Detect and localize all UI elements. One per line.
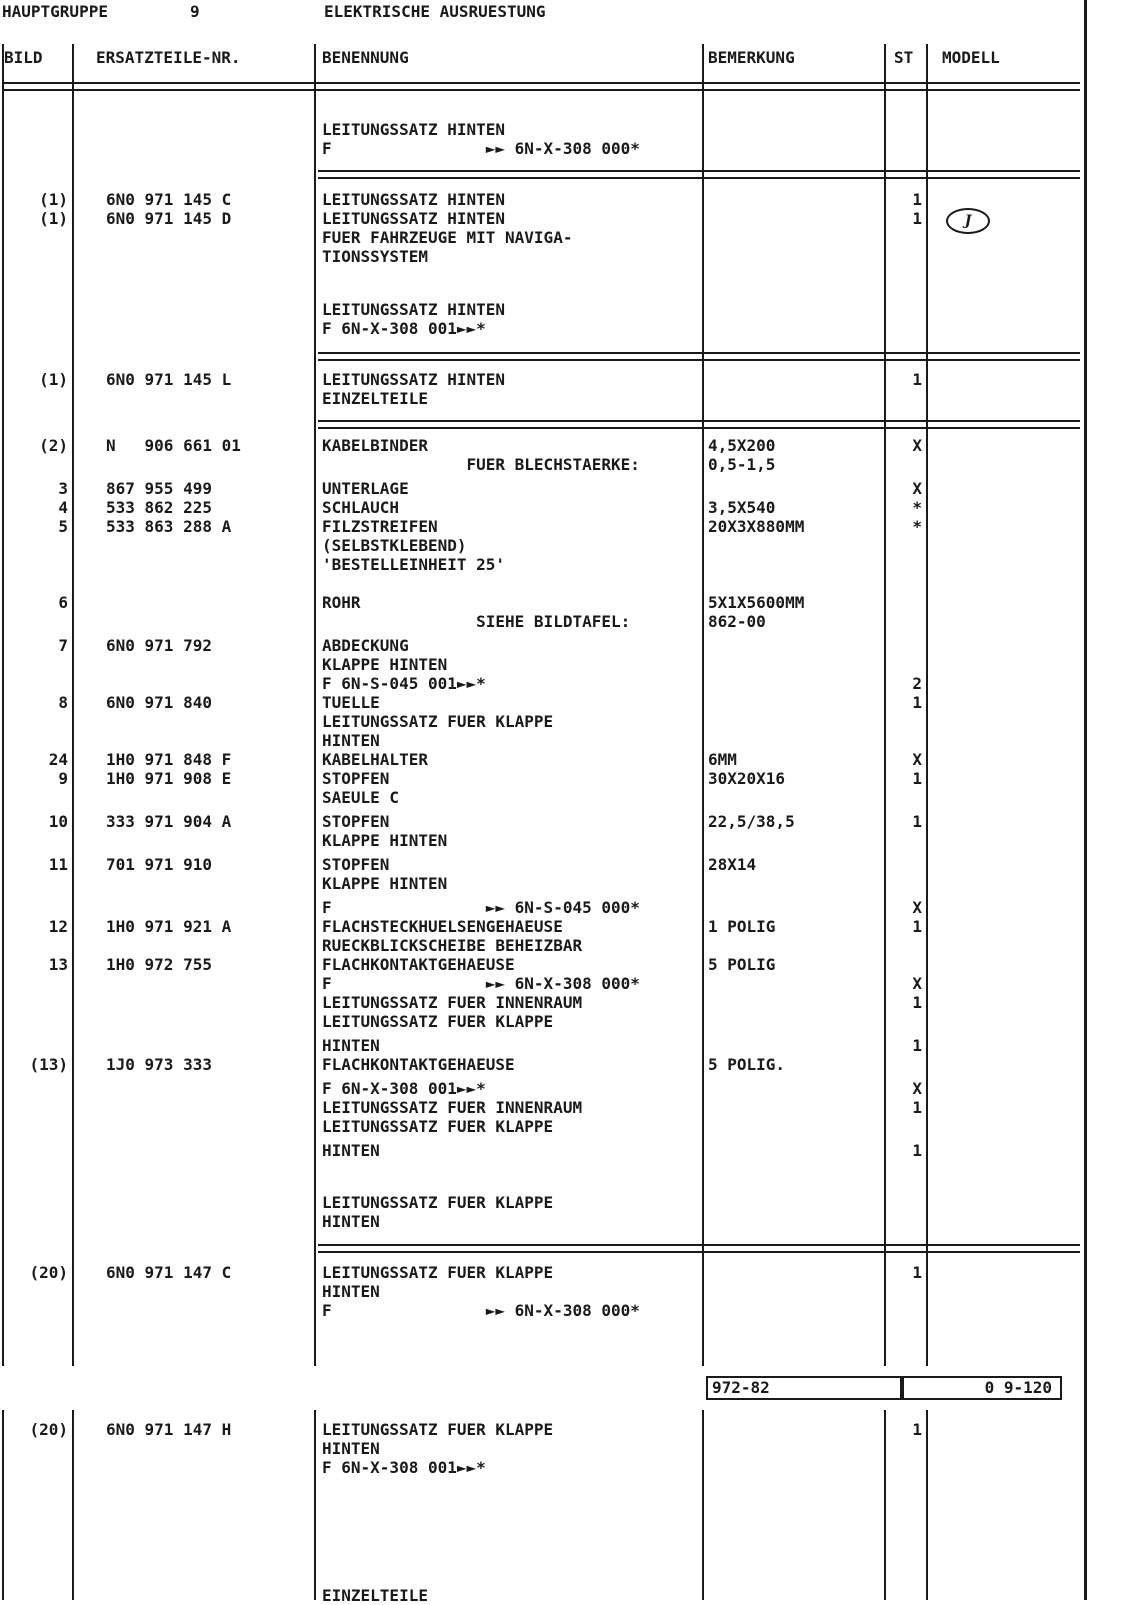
row-name: FUER FAHRZEUGE MIT NAVIGA- [322,228,573,247]
row-name: F ►► 6N-X-308 000* [322,139,640,158]
col-header-bild: BILD [4,48,43,67]
row-name: F ►► 6N-X-308 000* [322,974,640,993]
row-part-number: 701 971 910 [106,855,212,874]
group-label: HAUPTGRUPPE [2,2,108,21]
row-part-number: 6N0 971 145 L [106,370,232,389]
row-bild: 12 [48,917,68,936]
row-name: HINTEN [322,1141,380,1160]
col-line-part-2 [314,1410,316,1600]
row-name: FILZSTREIFEN [322,517,438,536]
row-part-number: 6N0 971 792 [106,636,212,655]
row-qty: 1 [912,1263,922,1282]
row-bild: 10 [48,812,68,831]
row-name: F 6N-S-045 001►►* [322,674,486,693]
row-bild: (13) [29,1055,68,1074]
group-number: 9 [190,2,200,21]
row-bild: (1) [39,370,68,389]
row-name: STOPFEN [322,812,390,831]
row-name: HINTEN [322,1282,380,1301]
row-name: LEITUNGSSATZ FUER INNENRAUM [322,1098,583,1117]
row-name: F 6N-X-308 001►►* [322,1079,486,1098]
col-line-name [702,44,704,1366]
row-name: ROHR [322,593,361,612]
row-qty: 2 [912,674,922,693]
row-qty: X [912,898,922,917]
row-name: F ►► 6N-S-045 000* [322,898,640,917]
row-bild: 24 [48,750,68,769]
row-remark: 28X14 [708,855,757,874]
row-bild: 11 [48,855,68,874]
row-qty: 1 [912,1141,922,1160]
row-part-number: 6N0 971 147 H [106,1420,232,1439]
row-bild: (20) [29,1263,68,1282]
row-remark: 862-00 [708,612,766,631]
row-qty: 1 [912,370,922,389]
row-part-number: 6N0 971 840 [106,693,212,712]
row-bild: 3 [58,479,68,498]
row-remark: 5X1X5600MM [708,593,805,612]
header-rule [4,82,1080,91]
row-part-number: 6N0 971 147 C [106,1263,232,1282]
col-line-qty [926,44,928,1366]
row-qty: * [912,517,922,536]
col-line-part [314,44,316,1366]
row-part-number: 1H0 971 848 F [106,750,232,769]
row-part-number: 533 863 288 A [106,517,232,536]
col-header-name: BENENNUNG [322,48,409,67]
row-name: RUECKBLICKSCHEIBE BEHEIZBAR [322,936,583,955]
row-qty: 1 [912,993,922,1012]
row-qty: 1 [912,209,922,228]
row-name: KLAPPE HINTEN [322,874,448,893]
row-name: KABELBINDER [322,436,428,455]
row-name: LEITUNGSSATZ FUER KLAPPE [322,1263,554,1282]
row-qty: * [912,498,922,517]
col-header-model: MODELL [942,48,1000,67]
col-header-part-no: ERSATZTEILE-NR. [96,48,241,67]
row-name: TIONSSYSTEM [322,247,428,266]
row-qty: 1 [912,812,922,831]
row-name: SCHLAUCH [322,498,400,517]
row-name: SIEHE BILDTAFEL: [322,612,631,631]
footer-ref-right: 0 9-120 [900,1376,1062,1400]
row-name: KLAPPE HINTEN [322,831,448,850]
row-name: LEITUNGSSATZ FUER KLAPPE [322,1193,554,1212]
row-bild: (1) [39,209,68,228]
row-qty: X [912,436,922,455]
row-bild: 7 [58,636,68,655]
section-separator [318,420,1080,429]
row-name: LEITUNGSSATZ FUER KLAPPE [322,1012,554,1031]
row-name: LEITUNGSSATZ HINTEN [322,370,506,389]
col-line-bild-2 [72,1410,74,1600]
col-line-bild [72,44,74,1366]
row-qty: X [912,750,922,769]
row-name: (SELBSTKLEBEND) [322,536,467,555]
section-separator [318,1244,1080,1253]
row-qty: X [912,974,922,993]
row-name: LEITUNGSSATZ FUER INNENRAUM [322,993,583,1012]
row-bild: (20) [29,1420,68,1439]
row-name: ABDECKUNG [322,636,409,655]
row-part-number: 867 955 499 [106,479,212,498]
row-remark: 22,5/38,5 [708,812,795,831]
row-name: LEITUNGSSATZ HINTEN [322,300,506,319]
row-remark: 5 POLIG [708,955,776,974]
row-bild: 6 [58,593,68,612]
row-qty: 1 [912,693,922,712]
row-name: STOPFEN [322,855,390,874]
row-name: LEITUNGSSATZ FUER KLAPPE [322,1117,554,1136]
row-name: LEITUNGSSATZ FUER KLAPPE [322,1420,554,1439]
row-qty: 1 [912,190,922,209]
row-qty: 1 [912,769,922,788]
row-bild: 13 [48,955,68,974]
row-name: HINTEN [322,731,380,750]
row-name: KLAPPE HINTEN [322,655,448,674]
row-qty: X [912,479,922,498]
section-separator [318,170,1080,179]
row-qty: 1 [912,1420,922,1439]
row-name: F 6N-X-308 001►►* [322,319,486,338]
model-badge-j: J [946,208,990,234]
col-line-qty-2 [926,1410,928,1600]
row-part-number: N 906 661 01 [106,436,241,455]
row-bild: 5 [58,517,68,536]
row-part-number: 1J0 973 333 [106,1055,212,1074]
row-name: 'BESTELLEINHEIT 25' [322,555,506,574]
row-name: F 6N-X-308 001►►* [322,1458,486,1477]
row-name: STOPFEN [322,769,390,788]
row-part-number: 1H0 971 921 A [106,917,232,936]
row-name: F ►► 6N-X-308 000* [322,1301,640,1320]
row-name: EINZELTEILE [322,389,428,408]
row-remark: 0,5-1,5 [708,455,776,474]
row-qty: 1 [912,917,922,936]
row-name: KABELHALTER [322,750,428,769]
row-bild: 9 [58,769,68,788]
row-name: TUELLE [322,693,380,712]
page-border-right [1084,0,1087,1600]
row-qty: 1 [912,1098,922,1117]
row-name: HINTEN [322,1212,380,1231]
row-qty: 1 [912,1036,922,1055]
row-bild: 4 [58,498,68,517]
row-part-number: 6N0 971 145 D [106,209,232,228]
row-part-number: 1H0 971 908 E [106,769,232,788]
row-remark: 6MM [708,750,737,769]
row-name: FLACHKONTAKTGEHAEUSE [322,1055,515,1074]
col-header-qty: ST [894,48,914,67]
row-name: FLACHSTECKHUELSENGEHAEUSE [322,917,563,936]
group-title: ELEKTRISCHE AUSRUESTUNG [324,2,546,21]
row-name: LEITUNGSSATZ HINTEN [322,120,506,139]
row-remark: 20X3X880MM [708,517,805,536]
row-name: LEITUNGSSATZ FUER KLAPPE [322,712,554,731]
row-name: HINTEN [322,1439,380,1458]
row-name: LEITUNGSSATZ HINTEN [322,209,506,228]
row-bild: 8 [58,693,68,712]
row-name: FLACHKONTAKTGEHAEUSE [322,955,515,974]
row-bild: (2) [39,436,68,455]
footer-ref-left: 972-82 [706,1376,904,1400]
row-name: SAEULE C [322,788,400,807]
section-separator [318,352,1080,361]
row-name: UNTERLAGE [322,479,409,498]
col-line-name-2 [702,1410,704,1600]
row-remark: 4,5X200 [708,436,776,455]
row-remark: 30X20X16 [708,769,786,788]
row-name: HINTEN [322,1036,380,1055]
row-name: FUER BLECHSTAERKE: [322,455,640,474]
col-header-remark: BEMERKUNG [708,48,795,67]
row-name: EINZELTEILE [322,1586,428,1605]
row-qty: X [912,1079,922,1098]
row-part-number: 1H0 972 755 [106,955,212,974]
row-part-number: 6N0 971 145 C [106,190,232,209]
row-part-number: 333 971 904 A [106,812,232,831]
row-remark: 5 POLIG. [708,1055,786,1074]
row-part-number: 533 862 225 [106,498,212,517]
row-remark: 3,5X540 [708,498,776,517]
row-name: LEITUNGSSATZ HINTEN [322,190,506,209]
row-bild: (1) [39,190,68,209]
row-remark: 1 POLIG [708,917,776,936]
